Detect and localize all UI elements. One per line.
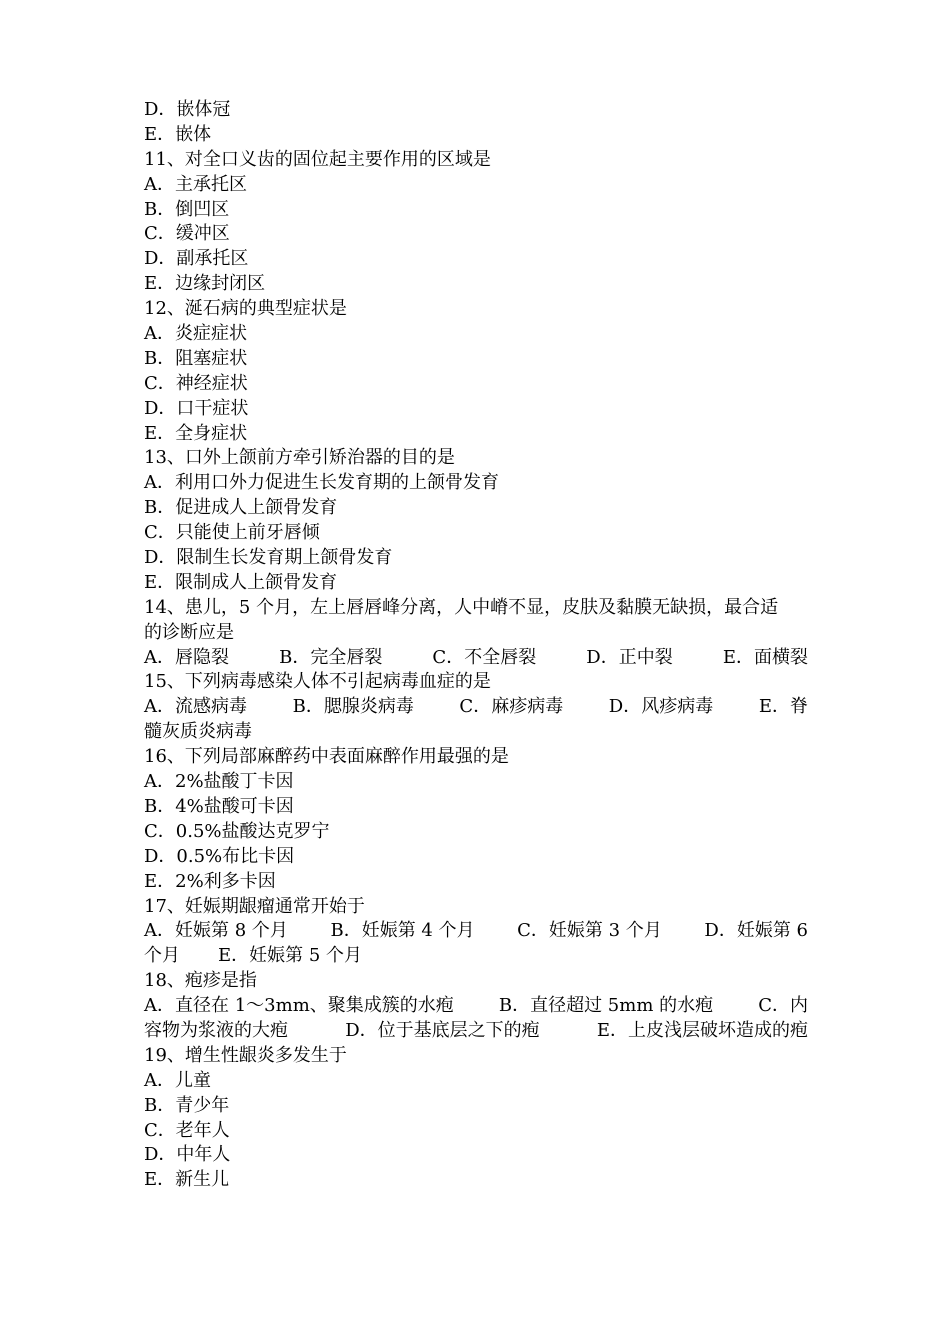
text-line: B．青少年 bbox=[144, 1094, 230, 1116]
question-text: 11、对全口义齿的固位起主要作用的区域是 bbox=[144, 148, 491, 170]
text-line: E．边缘封闭区 bbox=[144, 273, 266, 295]
exam-questions-text bbox=[144, 98, 808, 1193]
text-line: C．只能使上前牙唇倾 bbox=[144, 522, 320, 544]
text-line: E．全身症状 bbox=[144, 422, 248, 444]
text-line: E．限制成人上颌骨发育 bbox=[144, 571, 338, 593]
option-text: 容物为浆液的大疱 bbox=[144, 1019, 288, 1041]
option-text: A．流感病毒 bbox=[144, 696, 247, 718]
text-line: D．口干症状 bbox=[144, 397, 249, 419]
option-text: B．完全唇裂 bbox=[279, 646, 383, 668]
text-line: E．2%利多卡因 bbox=[144, 870, 276, 892]
question-text: 16、下列局部麻醉药中表面麻醉作用最强的是 bbox=[144, 746, 509, 768]
text-line: D．副承托区 bbox=[144, 248, 249, 270]
text-line: A．利用口外力促进生长发育期的上颌骨发育 bbox=[144, 472, 499, 494]
option-text: A．唇隐裂 bbox=[144, 646, 229, 668]
question-text: 14、患儿，5 个月，左上唇唇峰分离，人中嵴不显，皮肤及黏膜无缺损，最合适 bbox=[144, 596, 779, 618]
text-line: B．倒凹区 bbox=[144, 198, 230, 220]
question-text: 12、涎石病的典型症状是 bbox=[144, 298, 347, 320]
text-line: C．老年人 bbox=[144, 1119, 230, 1141]
text-line: A．炎症症状 bbox=[144, 323, 247, 345]
text-line: C．缓冲区 bbox=[144, 223, 230, 245]
text-line: B．促进成人上颌骨发育 bbox=[144, 497, 338, 519]
option-text: A．直径在 1～3mm、聚集成簇的水疱 bbox=[144, 995, 454, 1017]
option-text: D．风疹病毒 bbox=[608, 696, 714, 718]
option-row bbox=[144, 646, 808, 671]
option-text: 个月 bbox=[144, 945, 180, 967]
option-text: D．正中裂 bbox=[586, 646, 673, 668]
option-row bbox=[144, 944, 808, 969]
text-line: 髓灰质炎病毒 bbox=[144, 721, 252, 743]
option-text: E．脊 bbox=[758, 696, 808, 718]
question-text: 17、妊娠期龈瘤通常开始于 bbox=[144, 895, 365, 917]
option-row bbox=[144, 1019, 808, 1044]
option-text: B．妊娠第 4 个月 bbox=[330, 920, 475, 942]
option-text: C．妊娠第 3 个月 bbox=[517, 920, 662, 942]
option-text: B．腮腺炎病毒 bbox=[292, 696, 414, 718]
question-text: 13、口外上颌前方牵引矫治器的目的是 bbox=[144, 447, 455, 469]
option-text: E．妊娠第 5 个月 bbox=[218, 945, 363, 967]
option-text: E．面横裂 bbox=[722, 646, 808, 668]
text-line: D．中年人 bbox=[144, 1144, 231, 1166]
option-text: A．妊娠第 8 个月 bbox=[144, 920, 288, 942]
option-text: D．位于基底层之下的疱 bbox=[345, 1019, 540, 1041]
text-line: C．0.5%盐酸达克罗宁 bbox=[144, 820, 330, 842]
option-text: B．直径超过 5mm 的水疱 bbox=[498, 995, 714, 1017]
text-line: A．儿童 bbox=[144, 1069, 211, 1091]
text-line: D．限制生长发育期上颌骨发育 bbox=[144, 547, 393, 569]
text-line: E．新生儿 bbox=[144, 1169, 230, 1191]
option-text: C．麻疹病毒 bbox=[459, 696, 564, 718]
option-text: C．内 bbox=[758, 995, 808, 1017]
text-line: A．2%盐酸丁卡因 bbox=[144, 771, 294, 793]
option-text: E．上皮浅层破坏造成的疱 bbox=[596, 1019, 808, 1041]
text-line: B．阻塞症状 bbox=[144, 347, 248, 369]
question-text: 18、疱疹是指 bbox=[144, 970, 257, 992]
text-line: B．4%盐酸可卡因 bbox=[144, 795, 294, 817]
option-row bbox=[144, 919, 808, 944]
text-line: C．神经症状 bbox=[144, 372, 248, 394]
option-row bbox=[144, 695, 808, 720]
text-line: A．主承托区 bbox=[144, 173, 247, 195]
text-line: 的诊断应是 bbox=[144, 621, 234, 643]
text-line: D．0.5%布比卡因 bbox=[144, 845, 295, 867]
question-text: 15、下列病毒感染人体不引起病毒血症的是 bbox=[144, 671, 491, 693]
option-text: D．妊娠第 6 bbox=[704, 920, 808, 942]
text-line: D．嵌体冠 bbox=[144, 99, 231, 120]
text-line: E．嵌体 bbox=[144, 123, 212, 145]
option-text: C．不全唇裂 bbox=[432, 646, 537, 668]
question-text: 19、增生性龈炎多发生于 bbox=[144, 1044, 347, 1066]
option-row bbox=[144, 994, 808, 1019]
